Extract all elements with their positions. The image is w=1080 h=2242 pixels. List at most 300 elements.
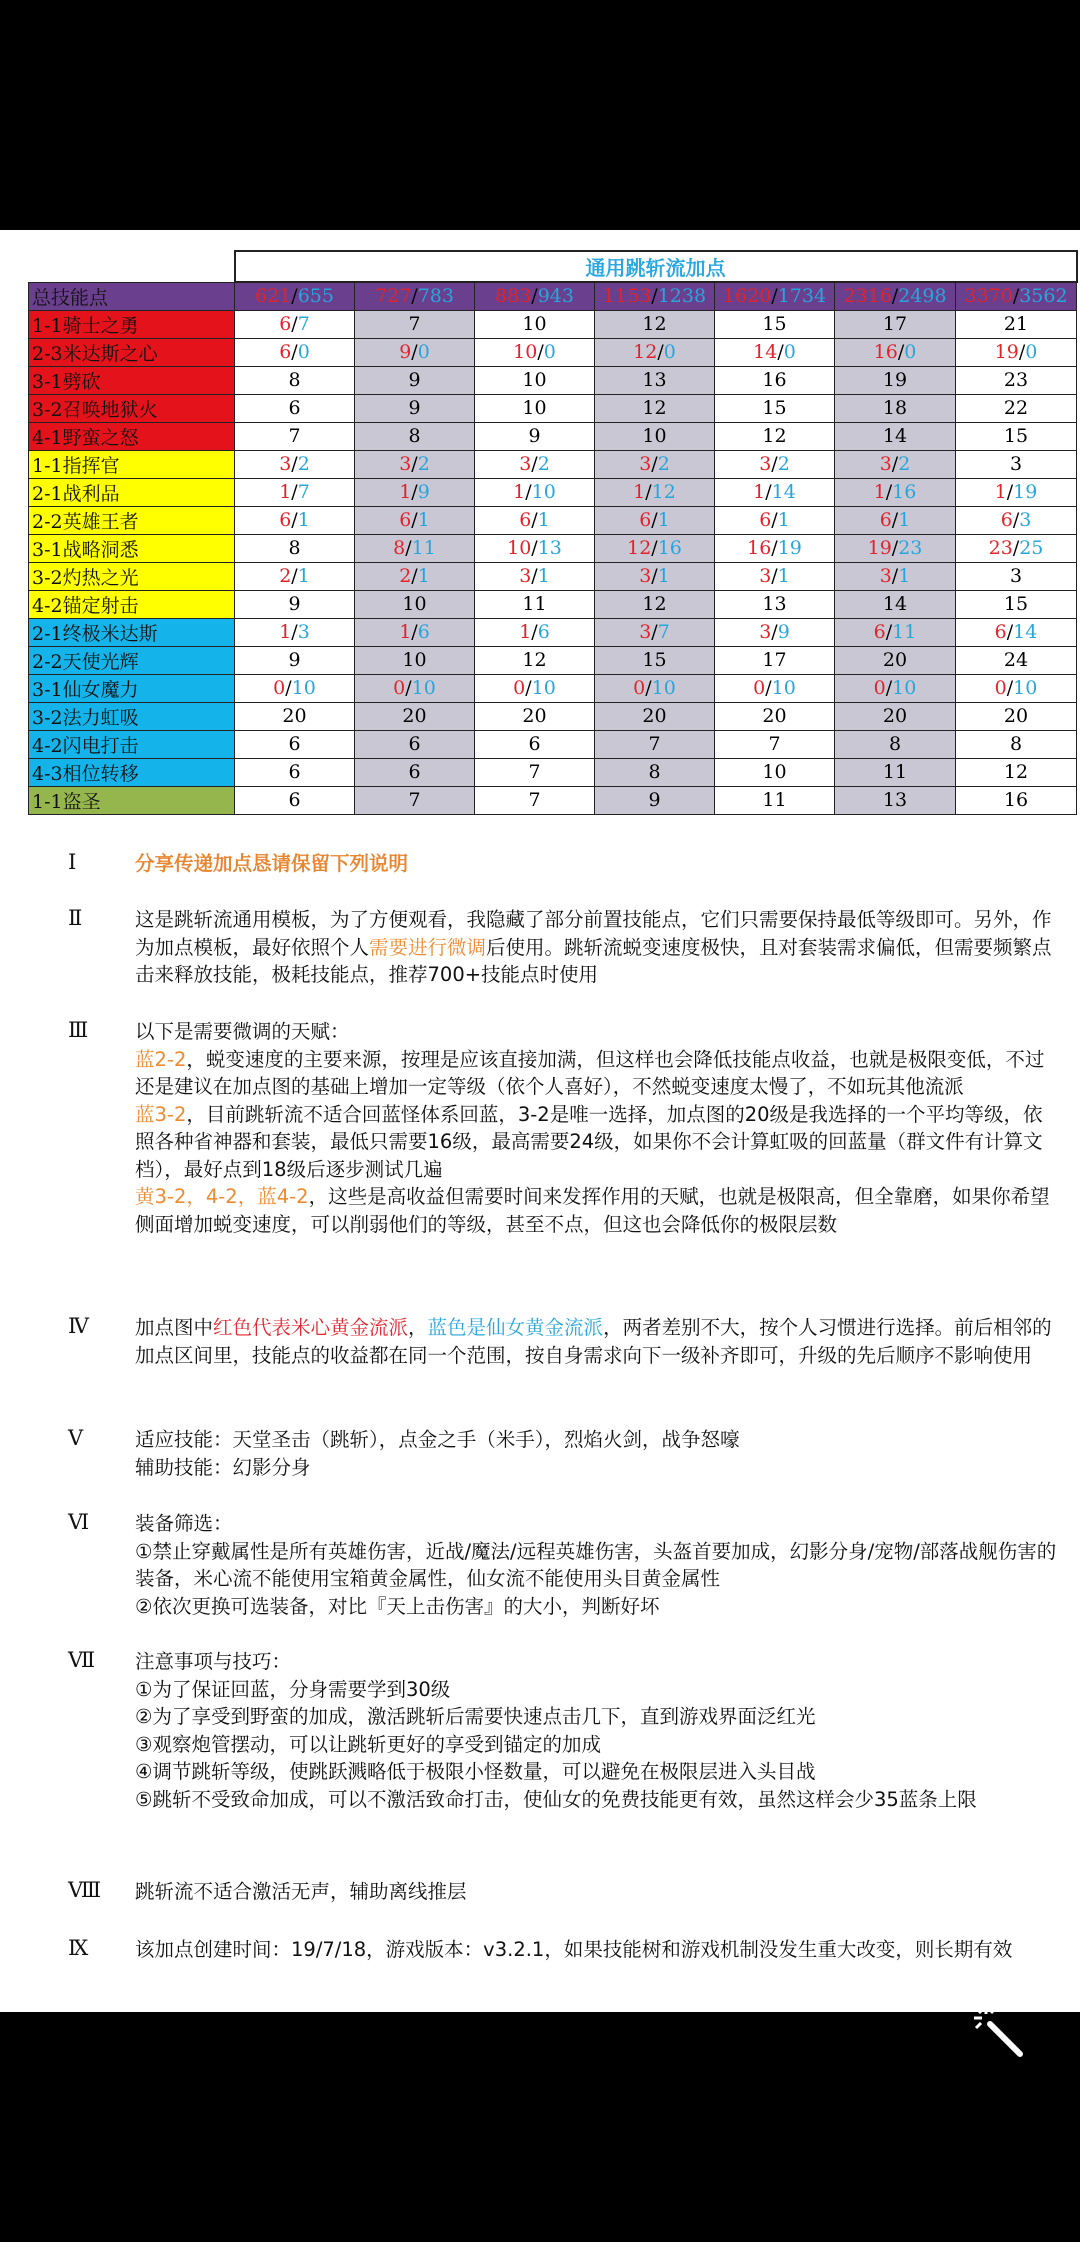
value: 11 <box>762 789 787 812</box>
red-value: 3370 <box>964 285 1013 308</box>
blue-value: 10 <box>411 677 436 700</box>
skill-name: 3-2召唤地狱火 <box>29 394 235 422</box>
red-value: 621 <box>255 285 292 308</box>
total-cell: 883/943 <box>475 282 595 310</box>
total-label: 总技能点 <box>29 282 235 310</box>
text-span: ，这些是高收益但需要时间来发挥作用的天赋，也就是极限高，但全靠磨，如果你希望侧面增加蜕变速度，可以削弱他们的等级，甚至不点，但这也会降低你的极限层数 <box>135 1185 1050 1236</box>
value: 20 <box>642 705 667 728</box>
blue-value: 23 <box>898 537 923 560</box>
table-row <box>29 450 1077 478</box>
skill-cell <box>475 366 595 394</box>
red-value: 3 <box>519 453 532 476</box>
total-cell: 3370/3562 <box>956 282 1077 310</box>
skill-cell <box>835 730 956 758</box>
skill-cell <box>956 394 1077 422</box>
red-value: 6 <box>994 621 1007 644</box>
skill-cell <box>355 786 475 814</box>
red-value: 1 <box>279 481 292 504</box>
skill-cell: 0/10 <box>595 674 715 702</box>
skill-cell: 6/1 <box>355 506 475 534</box>
skill-cell <box>956 786 1077 814</box>
blue-value: 9 <box>777 621 790 644</box>
blue-value: 2 <box>657 453 670 476</box>
skill-cell <box>835 422 956 450</box>
red-value: 6 <box>879 509 892 532</box>
document-sheet <box>0 230 1080 2012</box>
skill-cell: 6/1 <box>475 506 595 534</box>
note-numeral: Ⅸ <box>68 1936 89 1960</box>
note-line: ①为了保证回蓝，分身需要学到30级 <box>135 1677 451 1701</box>
skill-cell: 6/3 <box>956 506 1077 534</box>
note-line: 辅助技能：幻影分身 <box>135 1455 311 1479</box>
red-value: 1 <box>994 481 1007 504</box>
skill-cell: 16/0 <box>835 338 956 366</box>
skill-cell <box>355 422 475 450</box>
value: 20 <box>762 705 787 728</box>
skill-cell <box>595 394 715 422</box>
skill-cell <box>595 702 715 730</box>
blue-value: 1 <box>777 565 790 588</box>
blue-value: 1 <box>417 565 430 588</box>
blue-value: 6 <box>417 621 430 644</box>
value: 15 <box>1003 593 1029 616</box>
skill-cell <box>715 310 835 338</box>
skill-cell: 3/2 <box>235 450 355 478</box>
value: 9 <box>288 649 301 672</box>
red-value: 2316 <box>843 285 892 308</box>
value: 7 <box>408 789 421 812</box>
value: 10 <box>402 593 427 616</box>
skill-name: 2-2英雄王者 <box>29 506 235 534</box>
blue-value: 2 <box>777 453 790 476</box>
value: 9 <box>528 425 541 448</box>
blue-value: 11 <box>892 621 917 644</box>
red-value: 727 <box>375 285 412 308</box>
red-value: 0 <box>633 677 646 700</box>
note-text <box>135 1648 1060 1813</box>
blue-value: 11 <box>411 537 436 560</box>
skill-cell: 6/7 <box>235 310 355 338</box>
red-value: 3 <box>759 621 772 644</box>
blue-value: 3 <box>1019 509 1032 532</box>
value: 8 <box>288 369 301 392</box>
skill-cell <box>235 590 355 618</box>
note-text <box>135 1314 1060 1369</box>
skill-cell <box>956 366 1077 394</box>
value: 7 <box>648 733 661 756</box>
blue-value: 1238 <box>657 285 707 308</box>
total-cell: 1620/1734 <box>715 282 835 310</box>
red-value: 3 <box>519 565 532 588</box>
skill-cell <box>715 786 835 814</box>
value: 20 <box>402 705 427 728</box>
red-value: 6 <box>1000 509 1013 532</box>
value: 24 <box>1003 649 1029 672</box>
skill-cell <box>595 730 715 758</box>
skill-cell <box>715 394 835 422</box>
skill-cell <box>235 366 355 394</box>
value: 6 <box>288 761 301 784</box>
skill-cell: 9/0 <box>355 338 475 366</box>
skill-cell: 6/1 <box>835 506 956 534</box>
blue-value: 16 <box>892 481 917 504</box>
skill-cell <box>956 646 1077 674</box>
skill-cell <box>355 646 475 674</box>
value: 9 <box>408 369 421 392</box>
red-value: 19 <box>867 537 892 560</box>
note-paragraph <box>135 1046 1060 1101</box>
skill-cell: 6/14 <box>956 618 1077 646</box>
blue-value: 12 <box>651 481 676 504</box>
skill-cell <box>715 702 835 730</box>
skill-cell: 0/10 <box>956 674 1077 702</box>
value: 13 <box>642 369 667 392</box>
table-row <box>29 786 1077 814</box>
skill-cell <box>595 310 715 338</box>
value: 8 <box>408 425 421 448</box>
highlight-span: 蓝色是仙女黄金流派 <box>427 1316 604 1339</box>
skill-cell: 19/0 <box>956 338 1077 366</box>
red-value: 19 <box>994 341 1019 364</box>
skill-cell <box>355 310 475 338</box>
red-value: 12 <box>633 341 658 364</box>
red-value: 3 <box>639 453 652 476</box>
table-row <box>29 590 1077 618</box>
value: 6 <box>528 733 541 756</box>
skill-cell: 1/7 <box>235 478 355 506</box>
value: 20 <box>882 705 908 728</box>
red-value: 1 <box>399 621 412 644</box>
skill-cell <box>355 394 475 422</box>
skill-cell <box>956 702 1077 730</box>
table-row <box>29 758 1077 786</box>
skill-cell <box>715 646 835 674</box>
value: 10 <box>522 369 547 392</box>
skill-cell: 0/10 <box>235 674 355 702</box>
skill-cell: 0/10 <box>835 674 956 702</box>
skill-cell: 8/11 <box>355 534 475 562</box>
value: 7 <box>288 425 301 448</box>
red-value: 1153 <box>602 285 652 308</box>
total-cell: 621/655 <box>235 282 355 310</box>
skill-cell <box>835 702 956 730</box>
skill-cell <box>835 590 956 618</box>
skill-cell <box>235 646 355 674</box>
skill-cell <box>715 730 835 758</box>
red-value: 8 <box>393 537 406 560</box>
skill-name: 3-2法力虹吸 <box>29 702 235 730</box>
value: 6 <box>288 733 301 756</box>
blue-value: 10 <box>531 677 556 700</box>
table-row <box>29 646 1077 674</box>
value: 19 <box>882 369 908 392</box>
red-value: 1 <box>633 481 646 504</box>
value: 8 <box>1009 733 1023 756</box>
note-numeral: Ⅵ <box>68 1510 90 1534</box>
blue-value: 1 <box>657 565 670 588</box>
value: 9 <box>288 593 301 616</box>
skill-cell: 19/23 <box>835 534 956 562</box>
red-value: 6 <box>519 509 532 532</box>
value: 18 <box>882 397 908 420</box>
blue-value: 0 <box>904 341 917 364</box>
table-row <box>29 534 1077 562</box>
table-row <box>29 366 1077 394</box>
value: 20 <box>882 649 908 672</box>
skill-cell <box>595 590 715 618</box>
blue-value: 2 <box>297 453 310 476</box>
highlight-span: 蓝2-2 <box>135 1047 187 1071</box>
skill-cell <box>475 422 595 450</box>
skill-cell: 1/12 <box>595 478 715 506</box>
total-cell: 1153/1238 <box>595 282 715 310</box>
blue-value: 14 <box>771 481 796 504</box>
table-row <box>29 422 1077 450</box>
skill-cell: 6/0 <box>235 338 355 366</box>
value: 10 <box>522 313 547 336</box>
red-value: 1 <box>519 621 532 644</box>
skill-table <box>28 250 1078 815</box>
skill-cell <box>355 590 475 618</box>
magic-wand-icon[interactable] <box>968 2000 1028 2060</box>
blue-value: 3562 <box>1019 285 1068 308</box>
note-text <box>135 1426 1060 1481</box>
blue-value: 10 <box>291 677 316 700</box>
red-value: 1 <box>873 481 886 504</box>
skill-cell: 10/0 <box>475 338 595 366</box>
red-value: 3 <box>279 453 292 476</box>
note-line: ②依次更换可选装备，对比『天上击伤害』的大小，判断好坏 <box>135 1594 660 1618</box>
table-row <box>29 674 1077 702</box>
red-value: 9 <box>399 341 412 364</box>
note-numeral: Ⅲ <box>68 1018 89 1042</box>
note-numeral: Ⅱ <box>68 906 83 930</box>
skill-cell <box>715 422 835 450</box>
skill-cell <box>956 422 1077 450</box>
skill-cell: 6/11 <box>835 618 956 646</box>
skill-cell <box>235 786 355 814</box>
skill-cell <box>956 730 1077 758</box>
highlight-span: 需要进行微调 <box>369 935 487 959</box>
skill-cell: 16/19 <box>715 534 835 562</box>
red-value: 0 <box>393 677 406 700</box>
red-value: 1 <box>753 481 766 504</box>
skill-cell <box>475 702 595 730</box>
note-numeral: Ⅰ <box>68 850 77 874</box>
red-value: 1 <box>513 481 526 504</box>
skill-name: 4-2锚定射击 <box>29 590 235 618</box>
skill-name: 3-1仙女魔力 <box>29 674 235 702</box>
blue-value: 0 <box>1025 341 1038 364</box>
total-row <box>29 282 1077 310</box>
red-value: 6 <box>873 621 886 644</box>
blue-value: 1 <box>898 509 911 532</box>
note-line: ①禁止穿戴属性是所有英雄伤害，近战/魔法/远程英雄伤害，头盔首要加成，幻影分身/宠物/部落战舰伤害的装备，米心流不能使用宝箱黄金属性，仙女流不能使用头目黄金属性 <box>135 1539 1057 1590</box>
red-value: 1 <box>279 621 292 644</box>
red-value: 6 <box>639 509 652 532</box>
skill-cell: 1/16 <box>835 478 956 506</box>
skill-cell: 3/1 <box>715 562 835 590</box>
skill-cell <box>475 394 595 422</box>
value: 17 <box>882 313 908 336</box>
blue-value: 19 <box>777 537 802 560</box>
skill-cell <box>835 366 956 394</box>
value: 13 <box>882 789 908 812</box>
value: 20 <box>282 705 307 728</box>
value: 17 <box>762 649 787 672</box>
skill-cell: 12/16 <box>595 534 715 562</box>
skill-cell: 1/10 <box>475 478 595 506</box>
blue-value: 10 <box>651 677 676 700</box>
table-row <box>29 730 1077 758</box>
highlight-span: 红色代表米心黄金流派 <box>213 1316 409 1339</box>
skill-cell <box>835 758 956 786</box>
blue-value: 3 <box>297 621 310 644</box>
blue-value: 1 <box>777 509 790 532</box>
blue-value: 1 <box>297 509 310 532</box>
skill-name: 3-1战略洞悉 <box>29 534 235 562</box>
skill-cell: 2/1 <box>235 562 355 590</box>
red-value: 883 <box>495 285 532 308</box>
skill-name: 2-1终极米达斯 <box>29 618 235 646</box>
note-intro: 以下是需要微调的天赋： <box>135 1020 350 1043</box>
blue-value: 9 <box>417 481 430 504</box>
blue-value: 2 <box>417 453 430 476</box>
skill-name: 1-1骑士之勇 <box>29 310 235 338</box>
note-line: 装备筛选： <box>135 1512 233 1535</box>
skill-cell <box>235 702 355 730</box>
blue-value: 14 <box>1013 621 1038 644</box>
note-numeral: Ⅷ <box>68 1878 102 1902</box>
note-paragraph <box>135 1183 1060 1238</box>
red-value: 6 <box>279 509 292 532</box>
value: 14 <box>882 425 908 448</box>
text-span: 这是跳斩流通用模板，为了方便观看，我隐藏了部分前置技能点，它们只需要保持最低等级即可。另外，作为加点模板，最好依照个人 <box>135 908 1052 959</box>
skill-cell <box>715 758 835 786</box>
note-line: ③观察炮管摆动，可以让跳斩更好的享受到锚定的加成 <box>135 1732 601 1756</box>
value: 13 <box>762 593 787 616</box>
skill-cell: 1/3 <box>235 618 355 646</box>
skill-cell: 3/9 <box>715 618 835 646</box>
value: 10 <box>762 761 787 784</box>
skill-cell <box>595 422 715 450</box>
note-text: 分享传递加点恳请保留下列说明 <box>135 852 409 875</box>
note-text <box>135 1018 1060 1238</box>
skill-cell <box>595 366 715 394</box>
note-line: ⑤跳斩不受致命加成，可以不激活致命打击，使仙女的免费技能更有效，虽然这样会少35蓝条上限 <box>135 1787 977 1811</box>
skill-cell <box>235 394 355 422</box>
total-cell: 2316/2498 <box>835 282 956 310</box>
value: 12 <box>642 397 667 420</box>
note-numeral: Ⅳ <box>68 1314 89 1338</box>
skill-cell <box>835 646 956 674</box>
skill-cell <box>835 394 956 422</box>
skill-cell: 1/6 <box>475 618 595 646</box>
skill-name: 2-1战利品 <box>29 478 235 506</box>
skill-cell <box>956 450 1077 478</box>
red-value: 0 <box>273 677 286 700</box>
red-value: 2 <box>279 565 292 588</box>
red-value: 0 <box>994 677 1007 700</box>
skill-cell: 3/2 <box>475 450 595 478</box>
skill-cell: 6/1 <box>235 506 355 534</box>
blue-value: 943 <box>537 285 574 308</box>
blue-value: 13 <box>537 537 562 560</box>
skill-name: 4-2闪电打击 <box>29 730 235 758</box>
skill-cell: 3/1 <box>595 562 715 590</box>
table-row <box>29 618 1077 646</box>
blue-value: 7 <box>297 481 310 504</box>
skill-cell: 23/25 <box>956 534 1077 562</box>
value: 15 <box>642 649 667 672</box>
blue-value: 10 <box>1013 677 1038 700</box>
skill-cell: 1/6 <box>355 618 475 646</box>
note-numeral: Ⅶ <box>68 1648 96 1672</box>
skill-cell <box>355 730 475 758</box>
blue-value: 783 <box>417 285 454 308</box>
red-value: 16 <box>873 341 898 364</box>
value: 16 <box>1003 789 1029 812</box>
table-row <box>29 506 1077 534</box>
value: 3 <box>1009 453 1023 476</box>
red-value: 6 <box>759 509 772 532</box>
value: 15 <box>762 313 787 336</box>
skill-cell <box>715 366 835 394</box>
skill-cell <box>956 590 1077 618</box>
value: 21 <box>1003 313 1029 336</box>
blue-value: 2 <box>537 453 550 476</box>
skill-cell: 0/10 <box>715 674 835 702</box>
skill-cell: 3/1 <box>475 562 595 590</box>
skill-name: 2-2天使光辉 <box>29 646 235 674</box>
skill-cell <box>235 422 355 450</box>
red-value: 14 <box>753 341 778 364</box>
blue-value: 10 <box>892 677 917 700</box>
value: 10 <box>522 397 547 420</box>
text-span: 后使用。跳斩流蜕变速度极快，且对套装需求偏低，但需要频繁点击来释放技能，极耗技能点，推荐700+技能点时使用 <box>135 935 1052 986</box>
value: 20 <box>1003 705 1029 728</box>
skill-name: 1-1指挥官 <box>29 450 235 478</box>
blue-value: 1 <box>657 509 670 532</box>
skill-cell <box>595 786 715 814</box>
skill-cell <box>355 702 475 730</box>
blue-value: 1 <box>537 509 550 532</box>
value: 6 <box>288 789 301 812</box>
blue-value: 0 <box>783 341 796 364</box>
table-row <box>29 338 1077 366</box>
text-span: 加点图中 <box>135 1316 214 1339</box>
red-value: 3 <box>639 621 652 644</box>
text-span: ，目前跳斩流不适合回蓝怪体系回蓝，3-2是唯一选择，加点图的20级是我选择的一个平均等级，依照各种省神器和套装，最低只需要16级，最高需要24级，如果你不会计算虹吸的回蓝量（群文件有计算文档），最好点到18级后逐步测试几遍 <box>135 1102 1043 1181</box>
blue-value: 0 <box>297 341 310 364</box>
blue-value: 16 <box>657 537 682 560</box>
value: 7 <box>528 761 541 784</box>
table-row <box>29 310 1077 338</box>
value: 23 <box>1003 369 1029 392</box>
skill-cell <box>475 646 595 674</box>
red-value: 2 <box>399 565 412 588</box>
value: 11 <box>882 761 908 784</box>
note-line: ④调节跳斩等级，使跳跃溅略低于极限小怪数量，可以避免在极限层进入头目战 <box>135 1760 816 1783</box>
blue-value: 2498 <box>898 285 947 308</box>
blue-value: 1734 <box>777 285 827 308</box>
red-value: 10 <box>507 537 532 560</box>
skill-cell <box>956 310 1077 338</box>
value: 3 <box>1009 565 1023 588</box>
skill-name: 1-1盗圣 <box>29 786 235 814</box>
red-value: 1620 <box>722 285 772 308</box>
blue-value: 6 <box>537 621 550 644</box>
